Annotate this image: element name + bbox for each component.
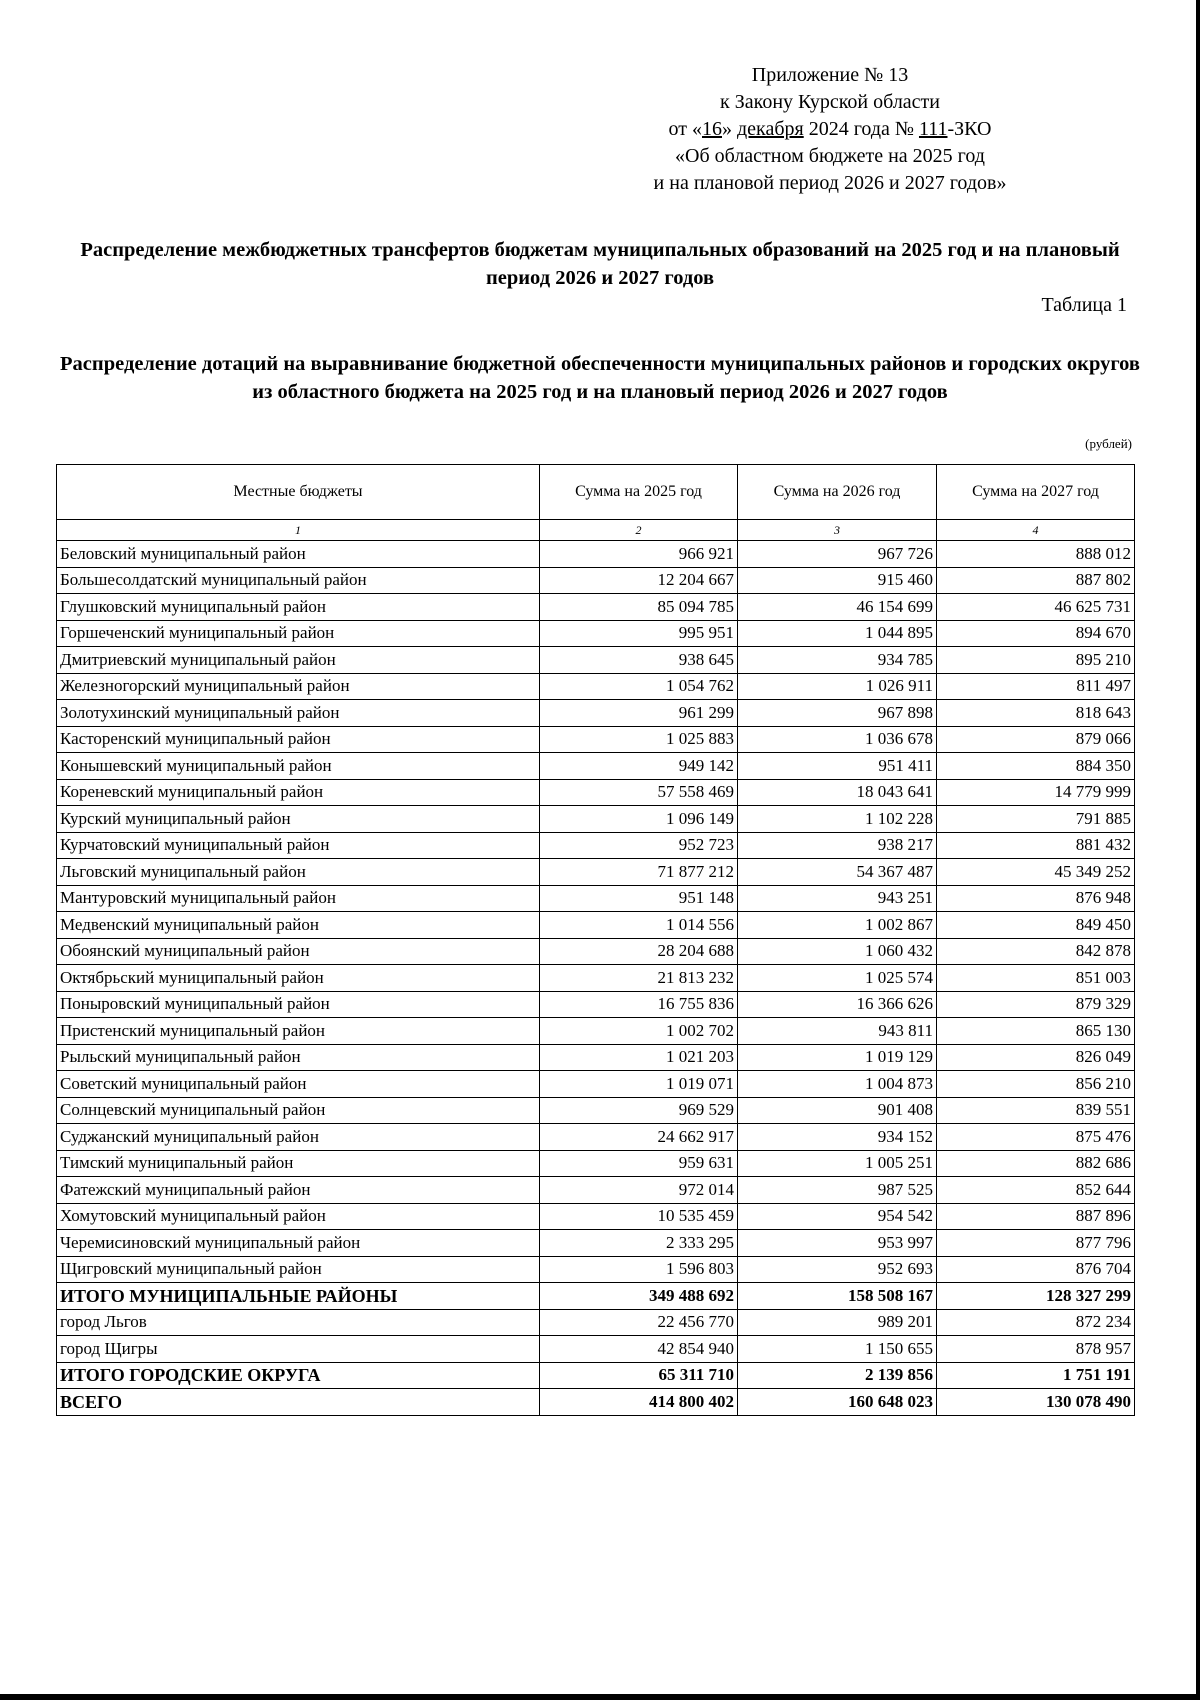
sum-2027-cell: 842 878 [937,938,1135,965]
sum-2027-cell: 872 234 [937,1309,1135,1336]
appendix-number: Приложение № 13 [751,64,909,86]
header-local-budgets: Местные бюджеты [57,465,540,520]
municipality-name: Медвенский муниципальный район [57,912,540,939]
sum-2026-cell: 1 026 911 [738,673,937,700]
municipality-name: Железногорский муниципальный район [57,673,540,700]
municipality-name: ИТОГО МУНИЦИПАЛЬНЫЕ РАЙОНЫ [57,1283,540,1310]
municipality-name: ВСЕГО [57,1389,540,1416]
sum-2026-cell: 1 036 678 [738,726,937,753]
table-row [57,1256,1135,1283]
header-sum-2027: Сумма на 2027 год [937,465,1135,520]
table-row [57,1177,1135,1204]
municipality-name: Беловский муниципальный район [57,541,540,568]
municipality-name: Касторенский муниципальный район [57,726,540,753]
sum-2026-cell: 1 025 574 [738,965,937,992]
sum-2025-cell: 1 021 203 [540,1044,738,1071]
sum-2026-cell: 987 525 [738,1177,937,1204]
column-number: 1 [57,520,540,541]
sum-2027-cell: 849 450 [937,912,1135,939]
municipality-name: город Льгов [57,1309,540,1336]
sum-2027-cell: 881 432 [937,832,1135,859]
law-suffix: -ЗКО [947,118,992,140]
table-total-row [57,1389,1135,1416]
sum-2026-cell: 1 004 873 [738,1071,937,1098]
table-row [57,1203,1135,1230]
sum-2027-cell: 876 704 [937,1256,1135,1283]
sum-2025-cell: 1 096 149 [540,806,738,833]
sum-2027-cell: 877 796 [937,1230,1135,1257]
municipality-name: Фатежский муниципальный район [57,1177,540,1204]
sum-2025-cell: 961 299 [540,700,738,727]
sum-2025-cell: 1 019 071 [540,1071,738,1098]
table-row [57,965,1135,992]
table-row [57,726,1135,753]
municipality-name: Поныровский муниципальный район [57,991,540,1018]
sum-2027-cell: 818 643 [937,700,1135,727]
document-title: Распределение межбюджетных трансфертов бюджетам муниципальных образований на 2025 год и на плановый период 2026 и 2027 годов [80,239,1120,289]
municipality-name: ИТОГО ГОРОДСКИЕ ОКРУГА [57,1362,540,1389]
municipality-name: Хомутовский муниципальный район [57,1203,540,1230]
sum-2025-cell: 966 921 [540,541,738,568]
table-row [57,620,1135,647]
table-row [57,912,1135,939]
table-row [57,1309,1135,1336]
municipality-name: Солнцевский муниципальный район [57,1097,540,1124]
table-row [57,779,1135,806]
sum-2027-cell: 884 350 [937,753,1135,780]
sum-2025-cell: 71 877 212 [540,859,738,886]
sum-2027-cell: 894 670 [937,620,1135,647]
sum-2025-cell: 952 723 [540,832,738,859]
table-number: Таблица 1 [1041,294,1127,316]
sum-2027-cell: 876 948 [937,885,1135,912]
column-number: 4 [937,520,1135,541]
municipality-name: Курский муниципальный район [57,806,540,833]
sum-2026-cell: 1 005 251 [738,1150,937,1177]
table-row [57,859,1135,886]
sum-2027-cell: 888 012 [937,541,1135,568]
sum-2025-cell: 349 488 692 [540,1283,738,1310]
municipality-name: Золотухинский муниципальный район [57,700,540,727]
sum-2025-cell: 972 014 [540,1177,738,1204]
sum-2026-cell: 16 366 626 [738,991,937,1018]
sum-2025-cell: 414 800 402 [540,1389,738,1416]
scan-border-bottom [0,1694,1200,1700]
column-number: 3 [738,520,937,541]
table-total-row [57,1362,1135,1389]
sum-2025-cell: 57 558 469 [540,779,738,806]
sum-2026-cell: 2 139 856 [738,1362,937,1389]
table-row [57,541,1135,568]
sum-2025-cell: 42 854 940 [540,1336,738,1363]
sum-2027-cell: 856 210 [937,1071,1135,1098]
sum-2027-cell: 1 751 191 [937,1362,1135,1389]
sum-2026-cell: 46 154 699 [738,594,937,621]
municipality-name: Тимский муниципальный район [57,1150,540,1177]
municipality-name: Рыльский муниципальный район [57,1044,540,1071]
table-row [57,832,1135,859]
sum-2027-cell: 879 329 [937,991,1135,1018]
table-subtitle: Распределение дотаций на выравнивание бюджетной обеспеченности муниципальных районов и городских округов из областного бюджета на 2025 год и на плановый период 2026 и 2027 годов [60,353,1140,403]
sum-2026-cell: 989 201 [738,1309,937,1336]
appendix-law-reference: к Закону Курской области [720,91,940,113]
date-mid: » [722,118,737,140]
sum-2025-cell: 959 631 [540,1150,738,1177]
sum-2027-cell: 130 078 490 [937,1389,1135,1416]
sum-2027-cell: 826 049 [937,1044,1135,1071]
sum-2025-cell: 969 529 [540,1097,738,1124]
sum-2027-cell: 879 066 [937,726,1135,753]
sum-2026-cell: 901 408 [738,1097,937,1124]
municipality-name: Советский муниципальный район [57,1071,540,1098]
sum-2025-cell: 1 002 702 [540,1018,738,1045]
date-prefix: от « [668,118,702,140]
table-row [57,647,1135,674]
table-row [57,567,1135,594]
sum-2027-cell: 128 327 299 [937,1283,1135,1310]
municipality-name: Пристенский муниципальный район [57,1018,540,1045]
municipality-name: Льговский муниципальный район [57,859,540,886]
sum-2026-cell: 952 693 [738,1256,937,1283]
sum-2027-cell: 852 644 [937,1177,1135,1204]
table-row [57,806,1135,833]
municipality-name: Суджанский муниципальный район [57,1124,540,1151]
header-sum-2026: Сумма на 2026 год [738,465,937,520]
table-row [57,1018,1135,1045]
table-row [57,1336,1135,1363]
municipality-name: Дмитриевский муниципальный район [57,647,540,674]
table-row [57,1150,1135,1177]
municipality-name: Кореневский муниципальный район [57,779,540,806]
sum-2025-cell: 85 094 785 [540,594,738,621]
municipality-name: Курчатовский муниципальный район [57,832,540,859]
sum-2027-cell: 887 802 [937,567,1135,594]
sum-2025-cell: 995 951 [540,620,738,647]
sum-2026-cell: 938 217 [738,832,937,859]
column-number-row [57,520,1135,541]
municipality-name: город Щигры [57,1336,540,1363]
table-header-row [57,465,1135,520]
sum-2026-cell: 934 785 [738,647,937,674]
table-row [57,1071,1135,1098]
sum-2026-cell: 1 044 895 [738,620,937,647]
table-row [57,594,1135,621]
date-month: декабря [737,118,804,140]
sum-2027-cell: 851 003 [937,965,1135,992]
sum-2026-cell: 1 019 129 [738,1044,937,1071]
sum-2025-cell: 10 535 459 [540,1203,738,1230]
header-sum-2025: Сумма на 2025 год [540,465,738,520]
appendix-law-title-cont: и на плановой период 2026 и 2027 годов» [653,172,1007,194]
sum-2027-cell: 14 779 999 [937,779,1135,806]
date-day: 16 [702,118,722,140]
sum-2026-cell: 1 060 432 [738,938,937,965]
table-row [57,1230,1135,1257]
sum-2025-cell: 949 142 [540,753,738,780]
sum-2025-cell: 951 148 [540,885,738,912]
date-year: 2024 года № [803,118,919,140]
sum-2027-cell: 865 130 [937,1018,1135,1045]
appendix-law-title: «Об областном бюджете на 2025 год [675,145,985,167]
sum-2025-cell: 65 311 710 [540,1362,738,1389]
sum-2027-cell: 46 625 731 [937,594,1135,621]
appendix-header [580,62,1080,197]
sum-2026-cell: 951 411 [738,753,937,780]
budget-table [56,464,1135,1416]
sum-2026-cell: 18 043 641 [738,779,937,806]
law-number: 111 [918,118,948,140]
sum-2027-cell: 839 551 [937,1097,1135,1124]
municipality-name: Мантуровский муниципальный район [57,885,540,912]
sum-2026-cell: 967 726 [738,541,937,568]
municipality-name: Горшеченский муниципальный район [57,620,540,647]
column-number: 2 [540,520,738,541]
sum-2025-cell: 2 333 295 [540,1230,738,1257]
sum-2025-cell: 1 054 762 [540,673,738,700]
municipality-name: Октябрьский муниципальный район [57,965,540,992]
table-row [57,885,1135,912]
table-row [57,1044,1135,1071]
sum-2026-cell: 954 542 [738,1203,937,1230]
sum-2026-cell: 953 997 [738,1230,937,1257]
sum-2025-cell: 21 813 232 [540,965,738,992]
table-row [57,673,1135,700]
table-body [57,541,1135,1416]
sum-2026-cell: 915 460 [738,567,937,594]
sum-2027-cell: 45 349 252 [937,859,1135,886]
municipality-name: Большесолдатский муниципальный район [57,567,540,594]
sum-2025-cell: 1 014 556 [540,912,738,939]
table-row [57,700,1135,727]
table-row [57,938,1135,965]
sum-2025-cell: 1 025 883 [540,726,738,753]
sum-2027-cell: 878 957 [937,1336,1135,1363]
sum-2027-cell: 875 476 [937,1124,1135,1151]
sum-2027-cell: 791 885 [937,806,1135,833]
table-row [57,991,1135,1018]
sum-2025-cell: 12 204 667 [540,567,738,594]
sum-2025-cell: 938 645 [540,647,738,674]
municipality-name: Черемисиновский муниципальный район [57,1230,540,1257]
sum-2026-cell: 158 508 167 [738,1283,937,1310]
sum-2026-cell: 54 367 487 [738,859,937,886]
sum-2027-cell: 895 210 [937,647,1135,674]
sum-2026-cell: 1 102 228 [738,806,937,833]
sum-2026-cell: 934 152 [738,1124,937,1151]
municipality-name: Глушковский муниципальный район [57,594,540,621]
table-row [57,1097,1135,1124]
sum-2025-cell: 1 596 803 [540,1256,738,1283]
sum-2026-cell: 1 002 867 [738,912,937,939]
units-label: (рублей) [1085,436,1132,451]
sum-2026-cell: 943 811 [738,1018,937,1045]
sum-2025-cell: 16 755 836 [540,991,738,1018]
sum-2025-cell: 22 456 770 [540,1309,738,1336]
municipality-name: Конышевский муниципальный район [57,753,540,780]
sum-2027-cell: 887 896 [937,1203,1135,1230]
sum-2026-cell: 160 648 023 [738,1389,937,1416]
sum-2027-cell: 882 686 [937,1150,1135,1177]
sum-2026-cell: 943 251 [738,885,937,912]
sum-2025-cell: 24 662 917 [540,1124,738,1151]
table-total-row [57,1283,1135,1310]
sum-2026-cell: 967 898 [738,700,937,727]
sum-2026-cell: 1 150 655 [738,1336,937,1363]
sum-2027-cell: 811 497 [937,673,1135,700]
scan-border-right [1196,0,1200,1700]
municipality-name: Обоянский муниципальный район [57,938,540,965]
table-row [57,1124,1135,1151]
municipality-name: Щигровский муниципальный район [57,1256,540,1283]
appendix-date-line [580,116,1080,143]
table-row [57,753,1135,780]
sum-2025-cell: 28 204 688 [540,938,738,965]
